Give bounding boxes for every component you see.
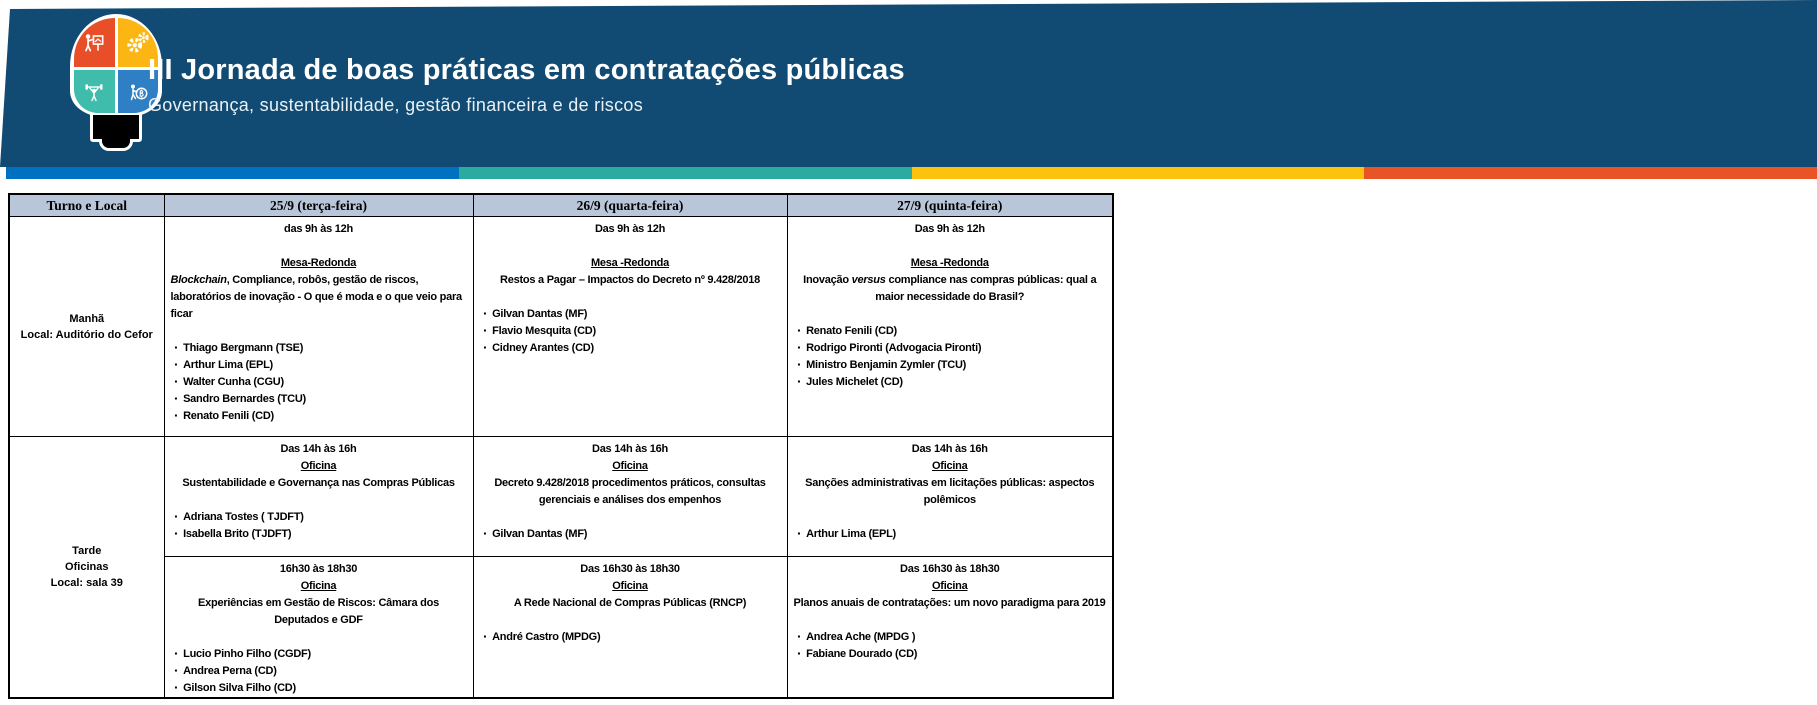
speaker-item: [798, 374, 1107, 391]
turno-manha-cell: [9, 217, 164, 437]
session-title: Sanções administrativas em licitações públicas: aspectos polêmicos: [805, 477, 1095, 506]
session-type: Oficina: [300, 460, 337, 472]
speaker-name: André Castro (MPDG): [492, 631, 601, 643]
speaker-item: [798, 340, 1107, 357]
session-title: [794, 272, 1107, 306]
session-cell-afternoon1-thu: [787, 437, 1113, 557]
session-title-text: compliance nas compras públicas: qual a maior necessidade do Brasil?: [875, 274, 1097, 303]
speaker-name: Gilson Silva Filho (CD): [183, 682, 296, 694]
stripe-segment-orange: [1364, 167, 1817, 179]
speaker-item: [484, 629, 781, 646]
speaker-name: Arthur Lima (EPL): [183, 359, 273, 371]
speaker-name: Walter Cunha (CGU): [183, 376, 284, 388]
session-time: Das 9h às 12h: [914, 223, 985, 235]
bullet-square-icon: ▪: [174, 529, 178, 538]
turno-label: Tarde: [72, 545, 102, 557]
session-title: Sustentabilidade e Governança nas Compras Públicas: [182, 477, 455, 489]
person-currency-icon: [126, 80, 150, 104]
session-type: Mesa-Redonda: [280, 257, 357, 269]
speaker-name: Fabiane Dourado (CD): [806, 648, 918, 660]
speaker-name: Lucio Pinho Filho (CGDF): [183, 648, 311, 660]
turno-tarde-cell: [9, 437, 164, 699]
table-header-row: [9, 194, 1113, 217]
speaker-name: Cidney Arantes (CD): [492, 342, 594, 354]
speaker-name: Thiago Bergmann (TSE): [183, 342, 304, 354]
speaker-item: [484, 306, 781, 323]
bullet-square-icon: ▪: [797, 360, 801, 369]
bullet-square-icon: ▪: [483, 529, 487, 538]
session-time: Das 16h30 às 18h30: [900, 563, 1000, 575]
bullet-square-icon: ▪: [174, 360, 178, 369]
session-type: Oficina: [300, 580, 337, 592]
session-type: Oficina: [612, 580, 648, 592]
session-title-text: Inovação: [803, 274, 852, 286]
session-title-italic: Blockchain: [170, 274, 227, 286]
speaker-item: [175, 663, 467, 680]
bullet-square-icon: ▪: [797, 326, 801, 335]
speaker-item: [484, 323, 781, 340]
session-title: Decreto 9.428/2018 procedimentos práticos, consultas gerenciais e análises dos empenhos: [494, 477, 766, 506]
logo-quadrant-presenter: [74, 18, 115, 67]
bulb-base-tip: [99, 139, 133, 151]
session-cell-morning-tue: [164, 217, 473, 437]
session-type: Mesa -Redonda: [910, 257, 989, 269]
turno-location: Local: sala 39: [50, 577, 123, 589]
column-header-turno-local: Turno e Local: [9, 194, 164, 217]
session-title: Experiências em Gestão de Riscos: Câmara dos Deputados e GDF: [198, 597, 439, 626]
session-type: Oficina: [612, 460, 648, 472]
session-time: Das 14h às 16h: [911, 443, 988, 455]
turno-sublabel: Oficinas: [65, 561, 109, 573]
speaker-item: [175, 526, 467, 543]
session-time: Das 16h30 às 18h30: [580, 563, 680, 575]
session-cell-morning-thu: [787, 217, 1113, 437]
speaker-item: [175, 391, 467, 408]
afternoon-row-1: [9, 437, 1113, 557]
session-cell-morning-wed: [473, 217, 787, 437]
session-cell-afternoon2-thu: [787, 557, 1113, 699]
session-type: Mesa -Redonda: [590, 257, 670, 269]
bullet-square-icon: ▪: [174, 343, 178, 352]
speaker-name: Arthur Lima (EPL): [806, 528, 896, 540]
weightlifter-icon: [82, 80, 106, 104]
speaker-item: [175, 680, 467, 697]
session-cell-afternoon1-wed: [473, 437, 787, 557]
speaker-list: [794, 323, 1107, 391]
afternoon-row-2: [9, 557, 1113, 699]
speaker-list: [171, 340, 467, 425]
session-cell-afternoon1-tue: [164, 437, 473, 557]
speaker-name: Adriana Tostes ( TJDFT): [183, 511, 304, 523]
session-title-italic: versus: [851, 274, 886, 286]
session-title: A Rede Nacional de Compras Públicas (RNCP): [513, 597, 747, 609]
session-title: Planos anuais de contratações: um novo paradigma para 2019: [793, 597, 1106, 609]
logo-quadrant-weightlifter: [74, 70, 115, 113]
turno-location: Local: Auditório do Cefor: [20, 328, 153, 341]
turno-label: Manhã: [69, 312, 105, 325]
speaker-name: Rodrigo Pironti (Advogacia Pironti): [806, 342, 982, 354]
speaker-item: [798, 646, 1107, 663]
morning-row: [9, 217, 1113, 437]
stripe-segment-teal: [459, 167, 912, 179]
speaker-name: Renato Fenili (CD): [183, 410, 274, 422]
speaker-list: [171, 646, 467, 697]
column-header-day-27-9: 27/9 (quinta-feira): [787, 194, 1113, 217]
bullet-square-icon: ▪: [174, 512, 178, 521]
speaker-name: Ministro Benjamin Zymler (TCU): [806, 359, 967, 371]
column-header-day-26-9: 26/9 (quarta-feira): [473, 194, 787, 217]
bullet-square-icon: ▪: [174, 394, 178, 403]
speaker-item: [175, 357, 467, 374]
session-time: Das 14h às 16h: [592, 443, 668, 455]
speaker-item: [175, 374, 467, 391]
speaker-name: Gilvan Dantas (MF): [492, 308, 588, 320]
session-cell-afternoon2-wed: [473, 557, 787, 699]
bullet-square-icon: ▪: [797, 632, 801, 641]
speaker-item: [175, 509, 467, 526]
bulb-base: [90, 112, 142, 142]
session-cell-afternoon2-tue: [164, 557, 473, 699]
speaker-item: [798, 323, 1107, 340]
speaker-item: [175, 646, 467, 663]
speaker-name: Jules Michelet (CD): [806, 376, 903, 388]
stripe-segment-yellow: [912, 167, 1365, 179]
presenter-chart-icon: [81, 30, 107, 56]
event-title: III Jornada de boas práticas em contratações públicas: [148, 54, 905, 86]
bullet-square-icon: ▪: [483, 632, 487, 641]
bullet-square-icon: ▪: [174, 411, 178, 420]
session-time: 16h30 às 18h30: [279, 563, 358, 575]
bullet-square-icon: ▪: [483, 343, 487, 352]
session-type: Oficina: [931, 460, 968, 472]
speaker-list: [794, 629, 1107, 663]
speaker-name: Sandro Bernardes (TCU): [183, 393, 306, 405]
speaker-list: [480, 526, 781, 543]
bullet-square-icon: ▪: [174, 683, 178, 692]
speaker-item: [798, 357, 1107, 374]
session-time: Das 14h às 16h: [280, 443, 357, 455]
speaker-name: Flavio Mesquita (CD): [492, 325, 596, 337]
event-subtitle: Governança, sustentabilidade, gestão financeira e de riscos: [148, 95, 643, 115]
speaker-list: [480, 629, 781, 646]
bullet-square-icon: ▪: [174, 666, 178, 675]
schedule-table: [8, 193, 1114, 699]
speaker-item: [484, 340, 781, 357]
speaker-list: [794, 526, 1107, 543]
bullet-square-icon: ▪: [797, 343, 801, 352]
speaker-name: Andrea Ache (MPDG ): [806, 631, 916, 643]
speaker-name: Isabella Brito (TJDFT): [183, 528, 292, 540]
bullet-square-icon: ▪: [483, 326, 487, 335]
speaker-item: [484, 526, 781, 543]
speaker-item: [175, 408, 467, 425]
speaker-name: Gilvan Dantas (MF): [492, 528, 588, 540]
bullet-square-icon: ▪: [483, 309, 487, 318]
session-time: das 9h às 12h: [284, 223, 353, 235]
bullet-square-icon: ▪: [174, 649, 178, 658]
stripe-segment-blue: [6, 167, 459, 179]
speaker-name: Andrea Perna (CD): [183, 665, 277, 677]
bullet-square-icon: ▪: [797, 649, 801, 658]
session-type: Oficina: [931, 580, 968, 592]
bullet-square-icon: ▪: [797, 377, 801, 386]
session-time: Das 9h às 12h: [594, 223, 666, 235]
session-title: [171, 272, 467, 323]
speaker-item: [175, 340, 467, 357]
column-header-day-25-9: 25/9 (terça-feira): [164, 194, 473, 217]
speaker-list: [171, 509, 467, 543]
accent-stripe: [6, 167, 1817, 179]
bullet-square-icon: ▪: [174, 377, 178, 386]
speaker-item: [798, 526, 1107, 543]
session-title-text: , Compliance, robôs, gestão de riscos, laboratórios de inovação - O que é moda e o que veio para ficar: [170, 274, 462, 320]
speaker-name: Renato Fenili (CD): [806, 325, 897, 337]
speaker-list: [480, 306, 781, 357]
bullet-square-icon: ▪: [797, 529, 801, 538]
speaker-item: [798, 629, 1107, 646]
gears-icon: [125, 30, 151, 56]
session-title: Restos a Pagar – Impactos do Decreto nº 9.428/2018: [500, 274, 760, 286]
